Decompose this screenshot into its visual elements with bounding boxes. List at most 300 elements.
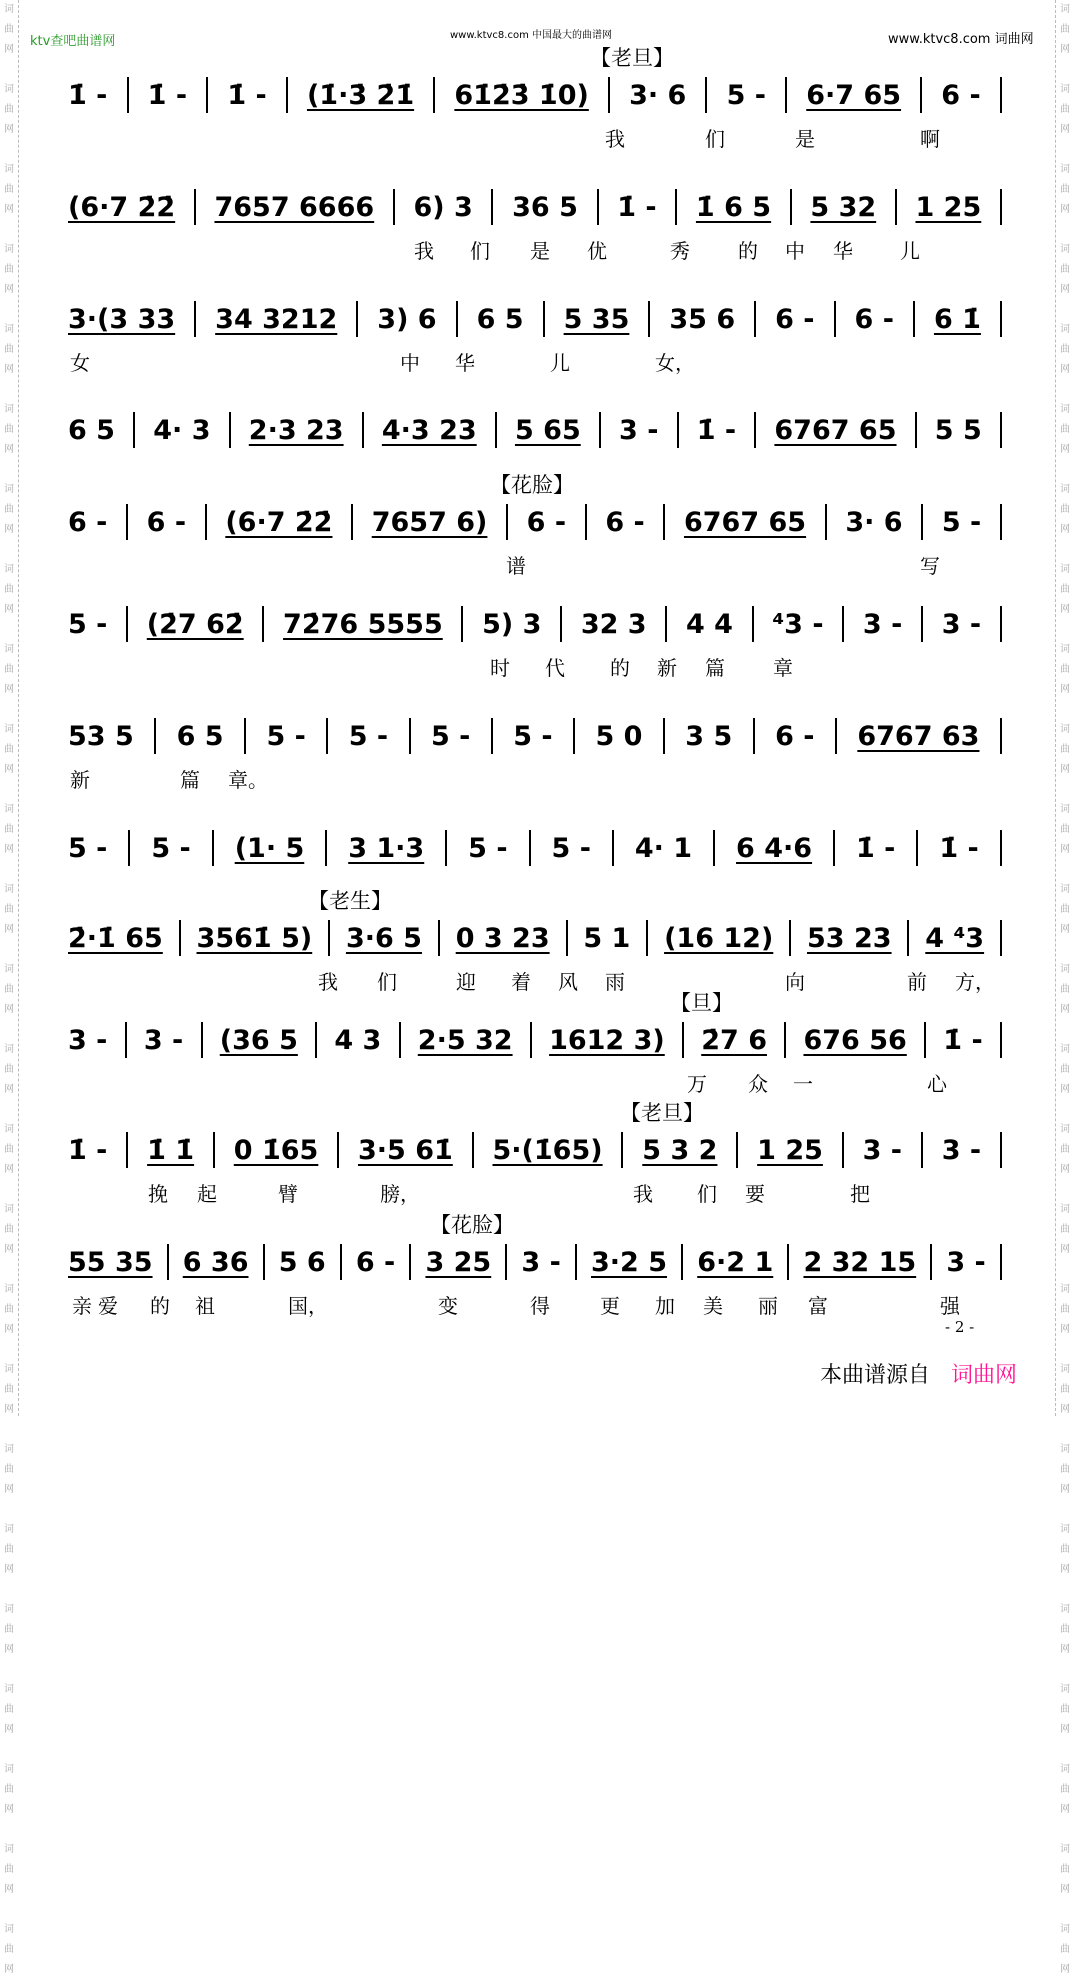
bar-line [543,301,545,337]
bar-line [713,830,715,866]
bar-line [262,606,264,642]
lyric: 是 [795,127,815,151]
bar-line [263,1244,265,1280]
bar-line [1000,606,1002,642]
bar-line [438,920,440,956]
measure: 1̇ - [696,414,737,446]
measure: (36 5 [219,1024,298,1056]
measure: 1 25 [757,1134,823,1166]
bar-line [663,718,665,754]
bar-line [754,412,756,448]
bar-line [167,1244,169,1280]
lyric: 方， [955,970,995,994]
bar-line [213,1132,215,1168]
bar-line [585,504,587,540]
measure: 3 1·3 [348,832,425,864]
bar-line [608,77,610,113]
measure: 6 - [68,506,108,538]
measure: 6 36 [182,1246,249,1278]
bar-line [612,830,614,866]
measure: 32 3 [580,608,647,640]
bar-line [356,301,358,337]
lyric: 儿 [550,351,570,375]
measure: 5 - [266,720,306,752]
measure: 6 - [146,506,187,538]
measure: 5 - [430,720,471,752]
bar-line [126,504,128,540]
measure: 1 25 [915,191,982,223]
bar-line [409,1244,411,1280]
bar-line [505,1244,507,1280]
notation-row [68,1020,1002,1060]
role-label: 【旦】 [670,991,733,1015]
measure: 5 - [468,832,508,864]
bar-line [825,504,827,540]
measure: 3· 6 [629,79,687,111]
bar-line [665,606,667,642]
lyric: 着 [511,970,531,994]
bar-line [1000,920,1002,956]
bar-line [326,718,328,754]
bar-line [705,77,707,113]
measure: 3 - [862,1134,902,1166]
measure: 3 - [941,1134,982,1166]
measure: 5 - [348,720,389,752]
measure: 6767 63 [857,720,980,752]
measure: 676 56 [803,1024,907,1056]
bar-line [920,77,922,113]
bar-line [790,189,792,225]
measure: 5 5 [934,414,982,446]
left-watermark-strip: 词 曲 网 词 曲 网 词 曲 网 词 曲 网 词 曲 网 词 曲 网 词 曲 网 词 曲 网 词 曲 网 词 曲 网 词 曲 网 词 曲 网 词 曲 网 词 曲 网 词 曲 网 词 曲 网 词 曲 网 词 曲 网 词 曲 网 词 曲 网 词 曲 网 词 曲 网 词 曲 网 词 曲 网 词 曲 网 [0,0,19,1416]
measure: 1̇ 6 5 [695,191,772,223]
measure: 5 - [513,720,553,752]
measure: 3·5 61̇ [358,1134,453,1166]
bar-line [835,718,837,754]
measure: 6 - [605,506,645,538]
bar-line [682,1022,684,1058]
notation-row [68,75,1002,115]
measure: 72̇76 5555 [283,608,443,640]
measure: 1̇ - [856,832,896,864]
measure: 6767 65 [774,414,897,446]
measure: 1̇ - [68,79,108,111]
bar-line [924,1022,926,1058]
bar-line [895,189,897,225]
measure: 34 3212 [215,303,338,335]
lyric: 是 [530,239,550,263]
bar-line [351,504,353,540]
bar-line [907,920,909,956]
lyric: 们 [697,1182,717,1206]
measure: 6767 65 [683,506,807,538]
bar-line [1000,301,1002,337]
bar-line [362,412,364,448]
measure: 3· 6 [845,506,903,538]
measure: (6·7 2̇2̇ [225,506,333,538]
lyric: 们 [470,239,490,263]
notation-row [68,299,1002,339]
right-site-label: www.ktvc8.com 词曲网 [888,32,1034,47]
measure: 1̇ - [943,1024,983,1056]
measure: 5 0 [595,720,643,752]
bar-line [495,412,497,448]
bar-line [328,920,330,956]
notation-row [68,918,1002,958]
lyric: 雨 [605,970,625,994]
measure: 3·2 5 [591,1246,668,1278]
lyric: 向 [785,970,805,994]
measure: 3 25 [425,1246,492,1278]
measure: 4 3 [334,1024,382,1056]
measure: 2·3 23 [248,414,344,446]
lyric: 章。 [228,768,268,792]
measure: 6 5 [176,720,224,752]
measure: 2̇7 6 [701,1024,767,1056]
bar-line [229,412,231,448]
measure: ⁴3 - [772,608,824,640]
measure: 55 35 [68,1246,153,1278]
lyric: 国， [288,1294,328,1318]
lyric: 富 [808,1294,828,1318]
bar-line [194,189,196,225]
lyric: 华 [455,351,475,375]
bar-line [445,830,447,866]
measure: 6 4·6 [736,832,813,864]
measure: (1̇·3̇ 2̇1̇ [306,79,415,111]
measure: 5 - [68,832,108,864]
bar-line [787,1244,789,1280]
lyric: 我 [414,239,434,263]
lyric: 万 [687,1072,707,1096]
role-label: 【老旦】 [620,1101,704,1125]
page-number: - 2 - [945,1318,975,1336]
measure: 3 - [619,414,659,446]
bar-line [456,301,458,337]
lyric: 的 [610,656,630,680]
measure: 6 - [775,303,815,335]
measure: 5 32 [810,191,877,223]
lyric: 臂 [278,1182,298,1206]
footer-site-link[interactable]: 词曲网 [951,1363,1018,1388]
bar-line [461,606,463,642]
lyric: 写 [920,554,940,578]
bar-line [789,920,791,956]
notation-row [68,604,1002,644]
lyric: 的 [738,239,758,263]
bar-line [154,718,156,754]
bar-line [599,412,601,448]
lyric: 起 [197,1182,217,1206]
measure: 6) 3 [413,191,473,223]
measure: 53 5 [68,720,134,752]
bar-line [573,718,575,754]
bar-line [491,189,493,225]
right-watermark-strip: 词 曲 网 词 曲 网 词 曲 网 词 曲 网 词 曲 网 词 曲 网 词 曲 网 词 曲 网 词 曲 网 词 曲 网 词 曲 网 词 曲 网 词 曲 网 词 曲 网 词 曲 网 词 曲 网 词 曲 网 词 曲 网 词 曲 网 词 曲 网 词 曲 网 词 曲 网 词 曲 网 词 曲 网 词 曲 网 [1055,0,1074,1416]
notation-row [68,410,1002,450]
bar-line [833,830,835,866]
bar-line [648,301,650,337]
bar-line [315,1022,317,1058]
measure: 3 - [68,1024,108,1056]
bar-line [286,77,288,113]
measure: 1̇ - [227,79,267,111]
measure: 5 3 2 [642,1134,718,1166]
bar-line [784,1022,786,1058]
measure: 2̇·1̇ 65 [68,922,163,954]
lyric: 女 [70,351,90,375]
notation-row [68,502,1002,542]
measure: 1612 3) [549,1024,665,1056]
measure: 36 5 [512,191,578,223]
bar-line [1000,77,1002,113]
measure: 5 - [551,832,591,864]
measure: 53 23 [807,922,892,954]
bar-line [1000,1022,1002,1058]
role-label: 【花脸】 [430,1213,514,1237]
bar-line [560,606,562,642]
measure: 3 - [521,1246,561,1278]
measure: 3 - [941,608,982,640]
measure: 6·2 1 [697,1246,774,1278]
bar-line [834,301,836,337]
measure: 6 - [526,506,567,538]
lyric: 加 [655,1294,675,1318]
lyric: 们 [705,127,725,151]
lyric: 华 [833,239,853,263]
bar-line [1000,504,1002,540]
measure: 7657 6666 [214,191,375,223]
lyric: 女， [655,351,695,375]
bar-line [752,606,754,642]
bar-line [1000,1244,1002,1280]
measure: 3·(3 33 [68,303,176,335]
bar-line [915,412,917,448]
measure: 3) 6 [377,303,437,335]
measure: 5 6 [278,1246,326,1278]
lyric: 爱 [98,1294,118,1318]
measure: 3 5 [685,720,733,752]
bar-line [677,412,679,448]
lyric: 心 [927,1072,947,1096]
bar-line [575,1244,577,1280]
footer-source [820,1358,1017,1389]
notation-row [68,187,1002,227]
footer-prefix: 本曲谱源自 [820,1363,931,1388]
measure: (1· 5 [234,832,305,864]
lyric: 变 [438,1294,458,1318]
measure: 6 1̇ [933,303,981,335]
measure: 3 - [862,608,903,640]
lyric: 们 [377,970,397,994]
bar-line [913,301,915,337]
lyric: 我 [633,1182,653,1206]
measure: 5) 3 [482,608,542,640]
measure: 5 - [151,832,191,864]
measure: 5 65 [514,414,581,446]
lyric: 代 [545,656,565,680]
measure: 0 3 23 [455,922,550,954]
lyric: 要 [745,1182,765,1206]
bar-line [126,1132,128,1168]
bar-line [337,1132,339,1168]
notation-row [68,1130,1002,1170]
measure: 6 - [355,1246,396,1278]
measure: 6 - [941,79,981,111]
bar-line [675,189,677,225]
bar-line [325,830,327,866]
measure: 4· 3 [153,414,211,446]
measure: 1̇ - [68,1134,108,1166]
measure: 3·6 5 [345,922,422,954]
bar-line [340,1244,342,1280]
measure: 3 - [143,1024,184,1056]
measure: 4 ⁴3 [925,922,985,954]
role-label: 【老生】 [308,889,392,913]
bar-line [842,1132,844,1168]
measure: 4 4 [685,608,733,640]
bar-line [736,1132,738,1168]
measure: 2·5 32 [417,1024,513,1056]
bar-line [930,1244,932,1280]
left-site-label: ktv查吧曲谱网 [30,34,116,49]
measure: 5 - [941,506,982,538]
lyric: 我 [318,970,338,994]
bar-line [921,504,923,540]
lyric: 新 [70,768,90,792]
lyric: 风 [558,970,578,994]
lyric: 中 [400,351,420,375]
bar-line [179,920,181,956]
measure: (16 12) [664,922,774,954]
measure: 5 35 [563,303,630,335]
lyric: 的 [150,1294,170,1318]
bar-line [194,301,196,337]
notation-row [68,716,1002,756]
lyric: 儿 [900,239,920,263]
bar-line [1000,189,1002,225]
lyric: 把 [850,1182,870,1206]
bar-line [206,77,208,113]
lyric: 篇 [705,656,725,680]
measure: 5·(1̇65) [492,1134,603,1166]
lyric: 众 [748,1072,768,1096]
lyric: 膀， [380,1182,420,1206]
lyric: 我 [605,127,625,151]
lyric: 中 [785,239,805,263]
bar-line [597,189,599,225]
bar-line [842,606,844,642]
lyric: 篇 [180,768,200,792]
bar-line [754,301,756,337]
measure: 3561̇ 5) [196,922,313,954]
measure: 35 6 [669,303,736,335]
measure: 4· 1 [634,832,693,864]
bar-line [205,504,207,540]
bar-line [201,1022,203,1058]
lyric: 章 [773,656,793,680]
notation-row [68,1242,1002,1282]
bar-line [753,718,755,754]
bar-line [921,606,923,642]
lyric: 强 [940,1294,960,1318]
bar-line [433,77,435,113]
bar-line [472,1132,474,1168]
measure: 6 5 [68,414,115,446]
bar-line [621,1132,623,1168]
center-site-label: www.ktvc8.com 中国最大的曲谱网 [450,30,613,41]
bar-line [399,1022,401,1058]
lyric: 美 [703,1294,723,1318]
lyric: 一 [793,1072,813,1096]
measure: 1̇ - [617,191,657,223]
bar-line [133,412,135,448]
bar-line [529,830,531,866]
lyric: 祖 [195,1294,215,1318]
measure: 1̇ - [939,832,979,864]
role-label: 【老旦】 [590,46,674,70]
measure: 5 - [68,608,108,640]
measure: 5 - [726,79,766,111]
lyric: 丽 [758,1294,778,1318]
measure: 3 - [946,1246,986,1278]
bar-line [921,1132,923,1168]
measure: 6 - [854,303,894,335]
measure: 1̇ 1̇ [147,1134,195,1166]
lyric: 更 [600,1294,620,1318]
measure: 6 5 [476,303,524,335]
bar-line [1000,718,1002,754]
bar-line [681,1244,683,1280]
bar-line [566,920,568,956]
bar-line [1000,412,1002,448]
lyric: 时 [490,656,510,680]
measure: 7657 6) [371,506,488,538]
bar-line [530,1022,532,1058]
measure: 1̇ - [147,79,188,111]
measure: 5 1 [583,922,631,954]
lyric: 亲 [72,1294,92,1318]
bar-line [1000,830,1002,866]
bar-line [244,718,246,754]
bar-line [663,504,665,540]
role-label: 【花脸】 [490,473,574,497]
lyric: 新 [657,656,677,680]
bar-line [409,718,411,754]
bar-line [785,77,787,113]
lyric: 挽 [148,1182,168,1206]
bar-line [212,830,214,866]
lyric: 得 [530,1294,550,1318]
bar-line [646,920,648,956]
measure: (6·7 2̇2̇ [68,191,176,223]
measure: 6 - [775,720,815,752]
lyric: 迎 [456,970,476,994]
bar-line [126,606,128,642]
lyric: 前 [907,970,927,994]
bar-line [127,77,129,113]
measure: 61̇2̇3̇ 1̇0) [454,79,589,111]
lyric: 优 [587,239,607,263]
measure: 4·3 23 [381,414,477,446]
lyric: 啊 [920,127,940,151]
bar-line [916,830,918,866]
lyric: 秀 [670,239,690,263]
lyric: 谱 [506,554,526,578]
bar-line [506,504,508,540]
bar-line [491,718,493,754]
bar-line [128,830,130,866]
